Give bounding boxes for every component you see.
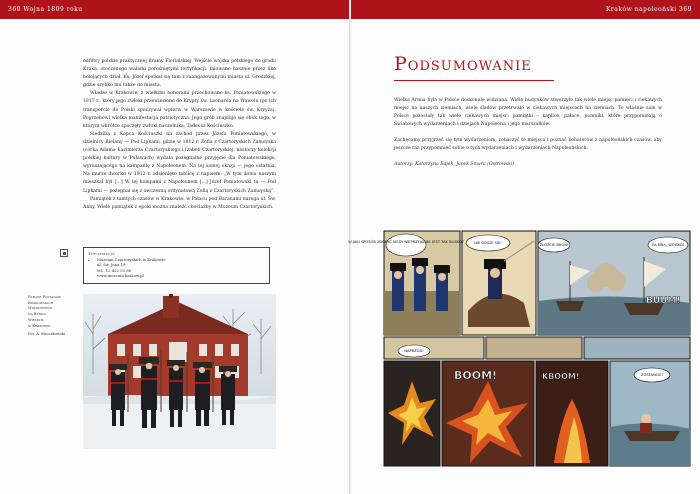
caption-line: Parade Pociągów — [28, 295, 62, 299]
caption-line: Wojskowego — [28, 306, 53, 311]
speech-bubble — [398, 345, 430, 357]
speech-bubble-text: ZŁÓŻCIE BROŃ! — [539, 243, 569, 247]
caption-author: Fot. A. Mroczkowski — [28, 332, 66, 337]
right-body-text — [394, 97, 662, 167]
speech-bubble-text: ZOSTAŃCIE! — [641, 373, 663, 377]
info-item: tel.: 12 422 55 66 — [97, 267, 132, 273]
info-box-title: Informacje — [89, 251, 115, 256]
title-rule — [394, 80, 554, 81]
comic-strip — [348, 231, 690, 466]
left-page-header-text: 360 Wojna 1809 roku — [8, 6, 83, 13]
left-paragraph: odfiltry polskie praktycznej Bramy Florialskiej. Wejście wojska polskiego do grodu Kraka, otoczenego wałami porośniętymi fortyfikacji, falowano hasznie przez liko bolejących dział. Ks. Józef spotkał się tam z zaangażowanymi miasta ul. Grodzkiej, gdzie szybko mu także do miasta. — [83, 59, 276, 89]
left-paragraph: Siedzibą z Kopca Kościuszki na zachód przez Józefa Poniatowskiego, w dzielnicy Bielany — Pod Lipkami, gdzie w 1812 r. Zofia z Czartoryskich Zamoyska (córka Adama Kazimierza Czartoryskiego i Izabeli Czartoryskiej, nestorzy kolekcji polskiej kultury w Puławach) wydała pożegnalne przyjęcie dla Poniatowskiego, wyruszającego na kampanię z Napoleonem. Na tej samej okazji — jego ostatnia. Na murze dworku w 1912 r. odsłonięto tablicę z napisem: „W tym domu naszym mieszkał był [...] W tej kompanii z Napoleonem [...] Józef Poniatowski tu — Pod Lipkami — pożegnał się z owczesną ordynatową Zofią z Czartoryskich Zamoyską”. — [83, 131, 276, 194]
section-title: Podsumowanie — [394, 53, 532, 75]
left-page — [0, 0, 349, 494]
info-item: www.muzeum.krakow.pl — [97, 273, 144, 279]
caption-line: Krakowskich — [28, 300, 54, 305]
info-item: • Muzeum Czartoryskich w Krakowie — [97, 257, 264, 263]
info-box — [83, 247, 270, 284]
info-icon — [60, 249, 68, 257]
comic-panel-infantry — [384, 337, 690, 359]
speech-bubble-text: NIE BÓJCIE SIĘ! — [474, 241, 502, 245]
sound-effect-text: BUUM! — [646, 296, 681, 306]
left-paragraph: Władze w Krakowie, z wielkimi honorami przechowano ks. Poniatowskiego w 1817 r., który jego zwłoki przewiezione do Krypty św. Leonarda na Wawelu (po ich transporcie do Polski spoczywał wpierw w Warszawie w kościele św. Krzyża). Pogrzebowi wielka manifestacja patriotyczna. Jego grób znajduje się obok tego, w którym wkrótce spoczęły zwłoki naczelnika, Tadeusz Kościuszko. — [83, 91, 276, 129]
speech-bubble — [648, 237, 688, 253]
right-page-header-text: Kraków napoleoński 369 — [605, 6, 692, 13]
right-page-header — [351, 0, 700, 19]
comic-illustration — [348, 231, 690, 466]
authors-signature: Autorzy: Katarzyna Bajek, Jacek Smura (Ostrowski) — [394, 161, 515, 167]
caption-line: w Krakowie — [28, 323, 51, 328]
speech-bubble-text: NAPRZÓD! — [404, 349, 424, 353]
speech-bubble-text: ZA MNĄ, WOJSKO! — [651, 243, 685, 247]
parade-photo — [83, 294, 276, 449]
speech-bubble — [538, 238, 570, 252]
right-paragraph: Wielka Armia była w Polsce doskonale widziana. Wiele budynków stworzyło tak wiele miejsc pamięci i ciekawych miejsc na naszych ziemiach, wiele śladów przetrwało w ciekawych miejscach na ziemiach. To właśnie sam w Polsce pozostały tak wiele ciekawych miejsc: pamiątki – kaplice, pałace, pomniki, które przypominają o Światowych wydarzeniach i dziejach Napoleona i jego marszałków. — [394, 98, 662, 128]
left-body-text — [83, 58, 276, 212]
info-item: ul. Św. Jana 19 — [97, 262, 126, 268]
parade-photo-illustration — [83, 294, 276, 449]
photo-caption — [28, 295, 78, 338]
left-page-header — [0, 0, 349, 19]
speech-bubble-text: W JAKI SPOSÓB ZDOBYĆ KIEDY NIEPRZYJACIEL JEST TAK BLISKO? — [348, 240, 464, 244]
sound-effect-text: BOOM! — [454, 369, 498, 382]
left-paragraph: Pamiątek z tamtych czasów w Krakowie: w Pałacu pod Baranami naroga ul. Św. Anny. Wiele pamiątek z epoki można znaleźć chociażby w Muzeum Czartoryskich. — [83, 196, 276, 210]
right-paragraph: Zachęcamy przyjrzeć się tym wydarzeniom, zobaczyć te miejsca i poznać bohaterów z napoleońskich czasów, aby jeszcze raz przypomnieć sobie o tych wydarzeniach i wydarzeniach Napoleońskich. — [394, 138, 662, 152]
comic-panel-explosion-1 — [384, 361, 440, 466]
caption-line: na Rynku — [28, 312, 46, 317]
caption-line: Wielkim — [28, 317, 44, 322]
sound-effect-text: KBOOM! — [542, 372, 580, 381]
right-page — [348, 0, 700, 494]
speech-bubble — [634, 368, 670, 382]
speech-bubble — [466, 235, 510, 251]
